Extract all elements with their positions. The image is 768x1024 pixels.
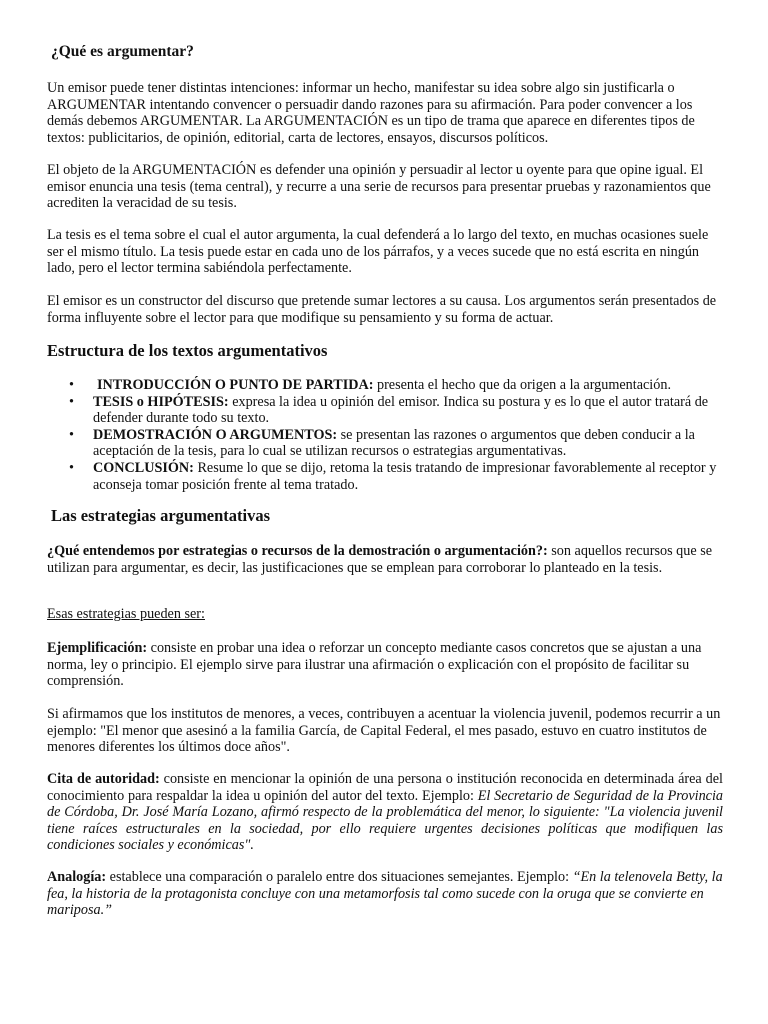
text-analogia: establece una comparación o paralelo entre dos situaciones semejantes. Ejemplo: (106, 869, 573, 885)
list-item-term: TESIS o HIPÓTESIS: (93, 393, 229, 410)
list-item (47, 460, 723, 493)
list-item-term: DEMOSTRACIÓN O ARGUMENTOS: (93, 426, 338, 443)
text-cita: consiste en mencionar la opinión de una persona o institución reconocida en determinada área del conocimiento para respaldar la idea u opinión del autor del texto. Ejemplo: (47, 771, 723, 804)
page-title: ¿Qué es argumentar? (51, 43, 194, 60)
italic-analogia: “En la telenovela Betty, la fea, la historia de la protagonista concluye con una metamorfosis tal como sucede con la oruga que se convierte en mariposa.” (47, 869, 723, 919)
paragraph-estrategias-definicion (47, 543, 723, 576)
strategies-intro-underlined: Esas estrategias pueden ser: (47, 606, 205, 622)
section-heading-estructura: Estructura de los textos argumentativos (47, 341, 328, 360)
section-heading-estrategias: Las estrategias argumentativas (51, 506, 271, 525)
list-item-text: se presentan las razones o argumentos que deben conducir a la aceptación de la tesis, para lo cual se utilizan recursos o estrategias argumentativas. (93, 426, 695, 460)
list-item-text: Resume lo que se dijo, retoma la tesis tratando de impresionar favorablemente al receptor y aconseja tomar posición frente al tema tratado. (93, 459, 717, 493)
structure-list (47, 377, 723, 493)
term-ejemplificacion: Ejemplificación: (47, 640, 148, 656)
paragraph-ejemplo: Si afirmamos que los institutos de menores, a veces, contribuyen a acentuar la violencia juvenil, podemos recurrir a un ejemplo: "El menor que asesinó a la familia García, de Capital Federal, el mes pasado, estuvo en cuatro institutos de menores diferentes los últimos doce años". (47, 706, 721, 756)
question-bold: ¿Qué entendemos por estrategias o recursos de la demostración o argumentación?: (47, 543, 548, 559)
list-item-text: presenta el hecho que da origen a la argumentación. (373, 377, 671, 393)
paragraph-tesis: La tesis es el tema sobre el cual el autor argumenta, la cual defenderá a lo largo del texto, en muchas ocasiones suele ser el mismo título. La tesis puede estar en cada uno de los párrafos, y a veces sucede que no está escrita en ningún lado, pero el lector termina sabiéndola perfectamente. (47, 227, 709, 277)
bullet-icon: • (69, 377, 74, 393)
question-text: son aquellos recursos que se utilizan para argumentar, es decir, las justificaciones que se emplean para corroborar lo planteado en la tesis. (47, 543, 713, 576)
term-analogia: Analogía: (47, 869, 107, 885)
bullet-icon: • (69, 426, 74, 443)
paragraph-intro: Un emisor puede tener distintas intenciones: informar un hecho, manifestar su idea sobre algo sin justificarla o ARGUMENTAR intentando convencer o persuadir dando razones para su afirmación. Para poder convencer a los demás debemos ARGUMENTAR. La ARGUMENTACIÓN es un tipo de trama que aparece en diferentes tipos de textos: publicitarios, de opinión, editorial, carta de lectores, ensayos, discursos políticos. (47, 80, 695, 146)
list-item (47, 377, 723, 394)
list-item (47, 394, 723, 427)
italic-cita: El Secretario de Seguridad de la Provincia de Córdoba, Dr. José María Lozano, afirmó respecto de la problemática del menor, lo siguiente: "La violencia juvenil tiene raíces estructurales en la sociedad, por ello requiere urgentes decisiones políticas que modifiquen las condiciones sociales y económicas". (47, 787, 723, 854)
term-cita: Cita de autoridad: (47, 771, 160, 787)
list-item-text: expresa la idea u opinión del emisor. Indica su postura y es lo que el autor tratará de defender durante todo su texto. (93, 393, 709, 427)
list-item (47, 427, 723, 460)
text-ejemplificacion: consiste en probar una idea o reforzar un concepto mediante casos concretos que se ajustan a una norma, ley o principio. El ejemplo sirve para ilustrar una afirmación o explicación con el propósito de facilitar su comprensión. (47, 640, 702, 690)
bullet-icon: • (69, 459, 74, 476)
paragraph-emisor: El emisor es un constructor del discurso que pretende sumar lectores a su causa. Los argumentos serán presentados de forma influyente sobre el lector para que modifique su pensamiento y su forma de actuar. (47, 293, 717, 326)
list-item-term: INTRODUCCIÓN O PUNTO DE PARTIDA: (97, 377, 374, 393)
paragraph-cita-autoridad (47, 771, 723, 854)
strategies-intro (47, 606, 723, 623)
paragraph-ejemplificacion (47, 640, 723, 690)
paragraph-objeto: El objeto de la ARGUMENTACIÓN es defender una opinión y persuadir al lector u oyente para que opine igual. El emisor enuncia una tesis (tema central), y recurre a una serie de recursos para presentar pruebas y razonamientos que acrediten la veracidad de su tesis. (47, 162, 711, 212)
list-item-term: CONCLUSIÓN: (93, 459, 194, 476)
bullet-icon: • (69, 393, 74, 410)
paragraph-analogia (47, 869, 723, 919)
